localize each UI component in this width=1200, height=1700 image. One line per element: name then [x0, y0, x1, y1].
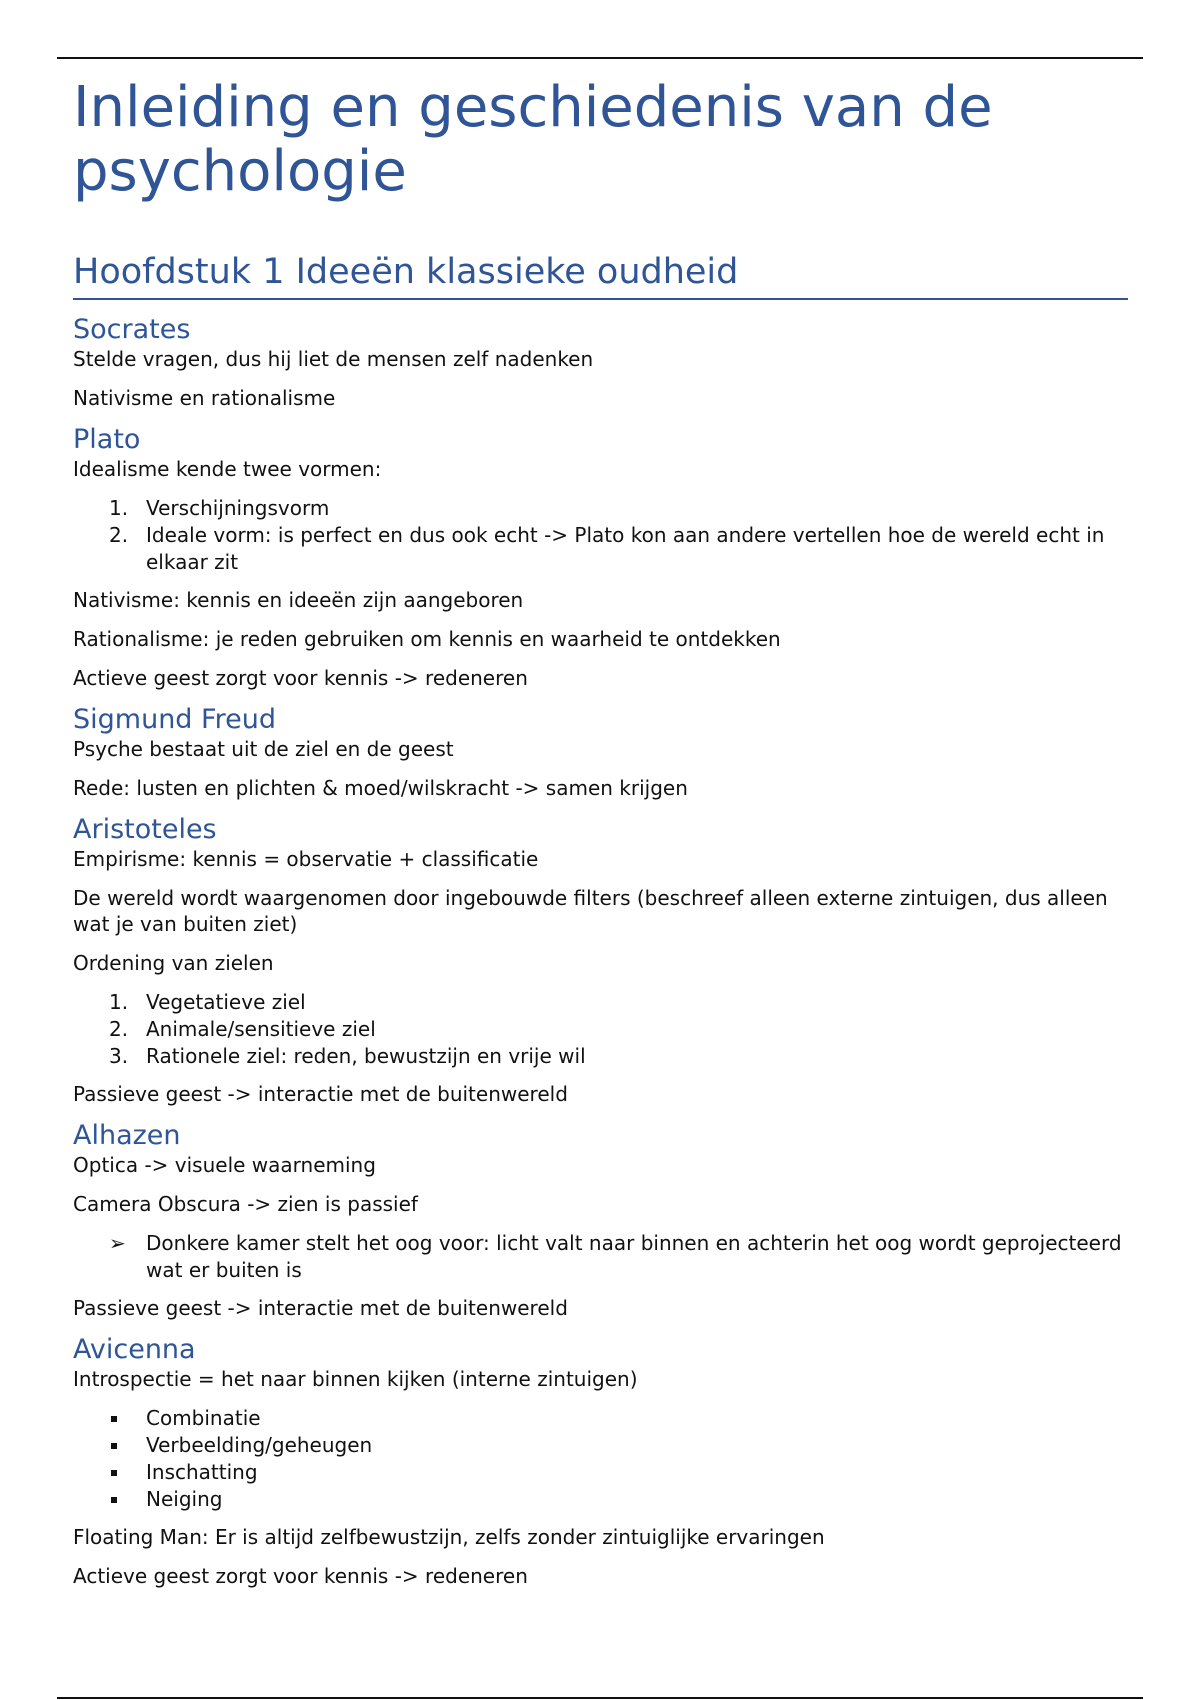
paragraph: Actieve geest zorgt voor kennis -> redeneren: [73, 1564, 528, 1588]
document-body: [73, 66, 1128, 1602]
section-heading-avicenna: Avicenna: [73, 1334, 196, 1365]
paragraph: Floating Man: Er is altijd zelfbewustzijn, zelfs zonder zintuiglijke ervaringen: [73, 1525, 825, 1549]
numbered-list: [73, 495, 1128, 576]
list-item: [73, 1405, 1128, 1432]
paragraph: De wereld wordt waargenomen door ingebouwde filters (beschreef alleen externe zintuigen, dus alleen wat je van buiten ziet): [73, 886, 1108, 936]
section-heading-freud: Sigmund Freud: [73, 704, 276, 735]
list-item: [73, 522, 1128, 576]
paragraph: Psyche bestaat uit de ziel en de geest: [73, 737, 454, 761]
list-number: 2.: [109, 1017, 129, 1041]
list-item: [73, 495, 1128, 522]
numbered-list: [73, 989, 1128, 1070]
top-rule: [57, 57, 1143, 59]
document-title: Inleiding en geschiedenis van de psychologie: [73, 75, 993, 204]
list-item-text: Donkere kamer stelt het oog voor: licht valt naar binnen en achterin het oog wordt geprojecteerd wat er buiten is: [146, 1231, 1122, 1282]
section-heading-plato: Plato: [73, 424, 141, 455]
paragraph: Nativisme en rationalisme: [73, 386, 336, 410]
list-item: [73, 1432, 1128, 1459]
list-item-text: Verschijningsvorm: [146, 496, 330, 520]
section-heading-alhazen: Alhazen: [73, 1120, 181, 1151]
list-item: [73, 1459, 1128, 1486]
paragraph: Rede: lusten en plichten & moed/wilskracht -> samen krijgen: [73, 776, 688, 800]
paragraph: Rationalisme: je reden gebruiken om kennis en waarheid te ontdekken: [73, 627, 781, 651]
paragraph: Actieve geest zorgt voor kennis -> redeneren: [73, 666, 528, 690]
paragraph: Passieve geest -> interactie met de buitenwereld: [73, 1296, 568, 1320]
paragraph: Passieve geest -> interactie met de buitenwereld: [73, 1082, 568, 1106]
arrow-list: [73, 1230, 1128, 1284]
list-item-text: Neiging: [146, 1487, 223, 1511]
list-number: 1.: [109, 496, 129, 520]
list-item: [73, 989, 1128, 1016]
list-item-text: Rationele ziel: reden, bewustzijn en vrije wil: [146, 1044, 586, 1068]
list-item-text: Verbeelding/geheugen: [146, 1433, 373, 1457]
bullet-list: [73, 1405, 1128, 1513]
square-bullet-icon: [111, 1443, 117, 1449]
square-bullet-icon: [111, 1497, 117, 1503]
list-item-text: Vegetatieve ziel: [146, 990, 306, 1014]
list-item: [73, 1486, 1128, 1513]
arrow-bullet-icon: ➢: [109, 1231, 126, 1255]
paragraph: Empirisme: kennis = observatie + classificatie: [73, 847, 539, 871]
paragraph: Introspectie = het naar binnen kijken (interne zintuigen): [73, 1367, 638, 1391]
list-item-text: Inschatting: [146, 1460, 258, 1484]
section-heading-aristoteles: Aristoteles: [73, 814, 217, 845]
paragraph: Optica -> visuele waarneming: [73, 1153, 376, 1177]
list-item-text: Animale/sensitieve ziel: [146, 1017, 376, 1041]
square-bullet-icon: [111, 1470, 117, 1476]
list-number: 1.: [109, 990, 129, 1014]
list-number: 3.: [109, 1044, 129, 1068]
list-item: [73, 1016, 1128, 1043]
paragraph: Camera Obscura -> zien is passief: [73, 1192, 418, 1216]
list-item: [73, 1043, 1128, 1070]
list-item-text: Combinatie: [146, 1406, 261, 1430]
list-item-text: Ideale vorm: is perfect en dus ook echt -> Plato kon aan andere vertellen hoe de wereld echt in elkaar zit: [146, 523, 1105, 574]
paragraph: Idealisme kende twee vormen:: [73, 457, 382, 481]
list-number: 2.: [109, 523, 129, 547]
paragraph: Nativisme: kennis en ideeën zijn aangeboren: [73, 588, 524, 612]
square-bullet-icon: [111, 1416, 117, 1422]
section-heading-socrates: Socrates: [73, 314, 191, 345]
list-item: [73, 1230, 1128, 1284]
paragraph: Stelde vragen, dus hij liet de mensen zelf nadenken: [73, 347, 594, 371]
chapter-heading: Hoofdstuk 1 Ideeën klassieke oudheid: [73, 250, 1128, 300]
paragraph: Ordening van zielen: [73, 951, 274, 975]
bottom-rule: [57, 1697, 1143, 1699]
